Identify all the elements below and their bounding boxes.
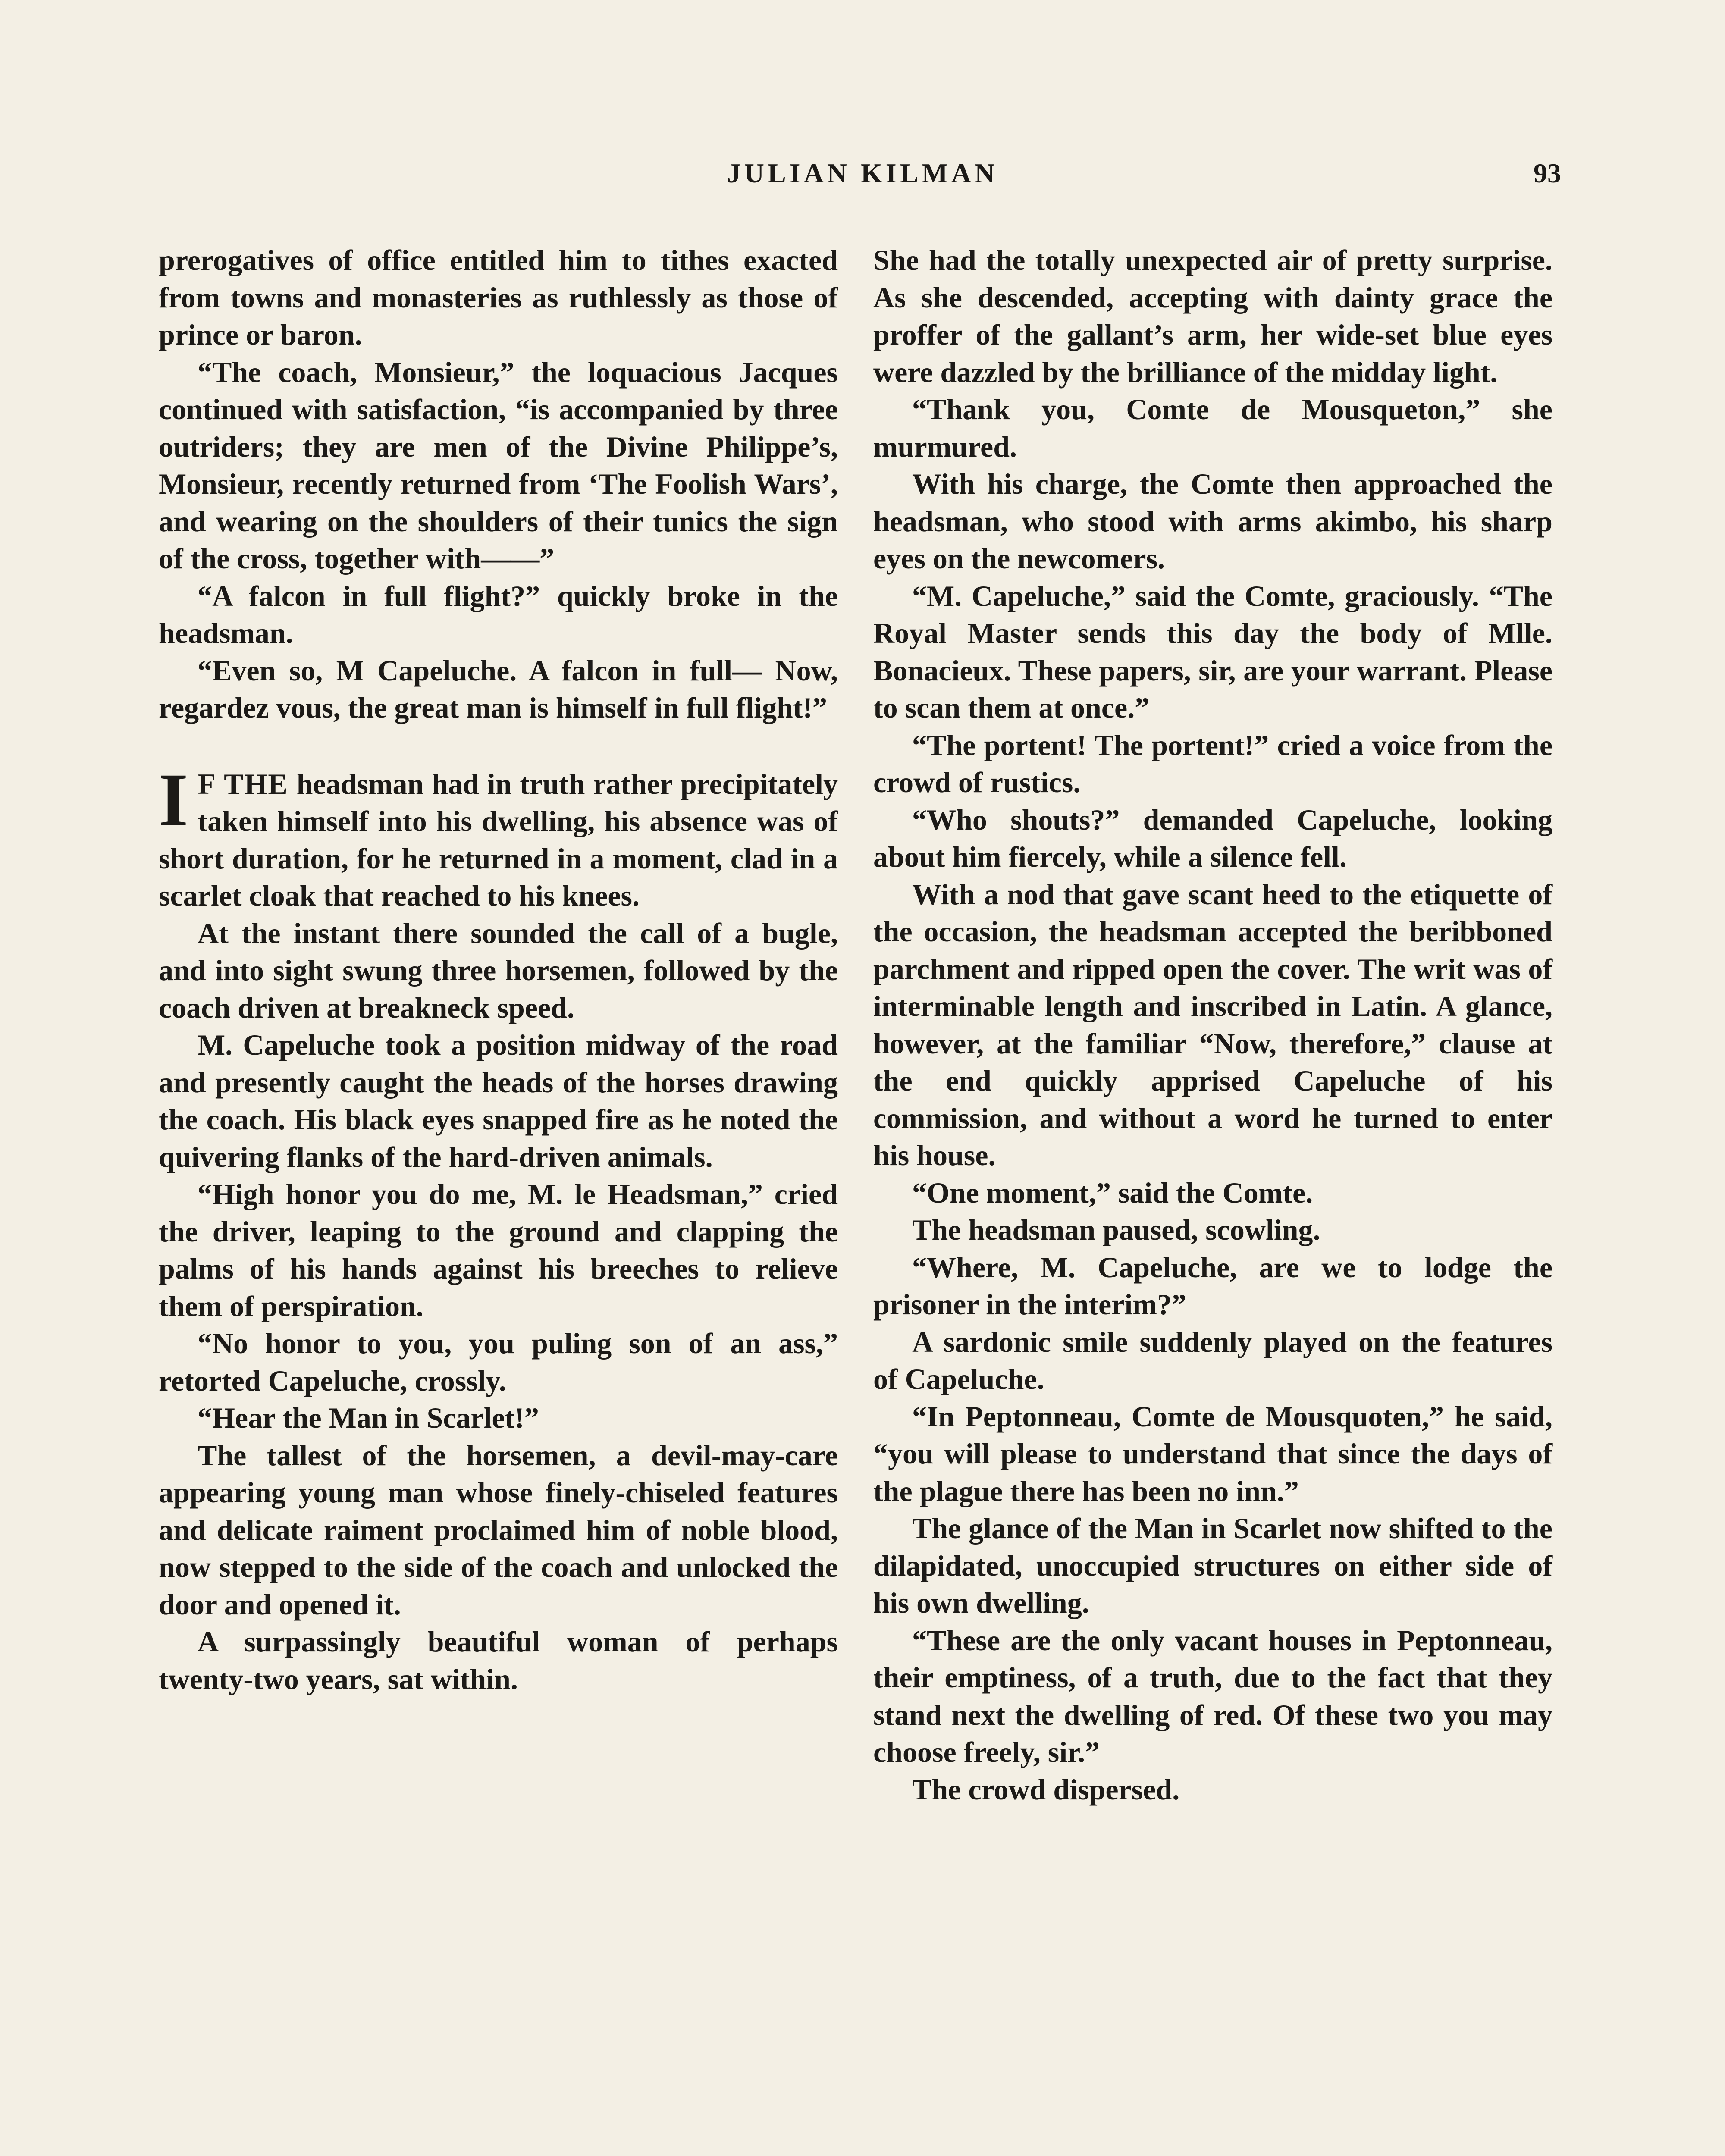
paragraph: The crowd dispersed.	[912, 1773, 1180, 1806]
paragraph: “In Peptonneau, Comte de Mousquoten,” he said, “you will please to understand that since the days of the plague there has been no inn.”	[873, 1400, 1552, 1507]
paragraph: The glance of the Man in Scarlet now shifted to the dilapidated, unoccupied structures on either side of his own dwelling.	[873, 1512, 1552, 1619]
paragraph: The headsman paused, scowling.	[912, 1213, 1320, 1246]
drop-cap: I	[159, 758, 188, 842]
running-title: JULIAN KILMAN	[727, 158, 998, 188]
paragraph: “These are the only vacant houses in Peptonneau, their emptiness, of a truth, due to the fact that they stand next the dwelling of red. Of these two you may choose freely, sir.”	[873, 1623, 1552, 1768]
running-head	[0, 157, 1725, 196]
paragraph: The tallest of the horsemen, a devil-may-care appearing young man whose finely-chiseled features and delicate raiment proclaimed him of noble blood, now stepped to the side of the coach and unlocked the door and opened it.	[159, 1438, 838, 1621]
paragraph: With a nod that gave scant heed to the etiquette of the occasion, the headsman accepted the beribboned parchment and ripped open the cover. The writ was of interminable length and inscribed in Latin. A glance, however, at the familiar “Now, therefore,” clause at the end quickly apprised Capeluche of his commission, and without a word he turned to enter his house.	[873, 877, 1552, 1172]
lead-in-caps: F THE	[198, 767, 289, 800]
paragraph: “A falcon in full flight?” quickly broke in the headsman.	[159, 579, 838, 649]
paragraph: “The portent! The portent!” cried a voice from the crowd of rustics.	[873, 728, 1552, 799]
paragraph: At the instant there sounded the call of a bugle, and into sight swung three horsemen, followed by the coach driven at breakneck speed.	[159, 916, 838, 1024]
paragraph: “High honor you do me, M. le Headsman,” cried the driver, leaping to the ground and clapping the palms of his hands against his breeches to relieve them of perspiration.	[159, 1178, 838, 1322]
paragraph: A surpassingly beautiful woman of perhaps twenty-two years, sat within.	[159, 1625, 838, 1695]
paragraph: “The coach, Monsieur,” the loquacious Jacques continued with satisfaction, “is accompanied by three outriders; they are men of the Divine Philippe’s, Monsieur, recently returned from ‘The Foolish Wars’, and wearing on the shoulders of their tunics the sign of the cross, together with——”	[159, 355, 838, 575]
paragraph: With his charge, the Comte then approached the headsman, who stood with arms akimbo, his sharp eyes on the newcomers.	[873, 467, 1552, 575]
paragraph-text: headsman had in truth rather precipitately taken himself into his dwelling, his absence was of short duration, for he returned in a moment, clad in a scarlet cloak that reached to his knees.	[159, 767, 838, 912]
page-number: 93	[1534, 158, 1561, 188]
section-opening-paragraph	[159, 758, 838, 915]
paragraph: “Hear the Man in Scarlet!”	[198, 1401, 539, 1434]
paragraph: She had the totally unexpected air of pretty surprise. As she descended, accepting with dainty grace the proffer of the gallant’s arm, her wide-set blue eyes were dazzled by the brilliance of the midday light.	[873, 244, 1552, 389]
paragraph: “Even so, M Capeluche. A falcon in full— Now, regardez vous, the great man is himself in full flight!”	[159, 654, 838, 724]
paragraph: “Thank you, Comte de Mousqueton,” she murmured.	[873, 393, 1552, 463]
paragraph: “One moment,” said the Comte.	[912, 1176, 1313, 1209]
paragraph: A sardonic smile suddenly played on the features of Capeluche.	[873, 1325, 1552, 1395]
right-column	[873, 241, 1552, 1808]
paragraph: “Where, M. Capeluche, are we to lodge the prisoner in the interim?”	[873, 1250, 1552, 1321]
paragraph: “No honor to you, you puling son of an ass,” retorted Capeluche, crossly.	[159, 1327, 838, 1397]
paragraph: M. Capeluche took a position midway of the road and presently caught the heads of the horses drawing the coach. His black eyes snapped fire as he noted the quivering flanks of the hard-driven animals.	[159, 1028, 838, 1173]
paragraph: “M. Capeluche,” said the Comte, graciously. “The Royal Master sends this day the body of Mlle. Bonacieux. These papers, sir, are your warrant. Please to scan them at once.”	[873, 579, 1552, 724]
paragraph: “Who shouts?” demanded Capeluche, looking about him fiercely, while a silence fell.	[873, 803, 1552, 873]
paragraph: prerogatives of office entitled him to tithes exacted from towns and monasteries as ruthlessly as those of prince or baron.	[159, 244, 838, 351]
left-column	[159, 241, 838, 1698]
